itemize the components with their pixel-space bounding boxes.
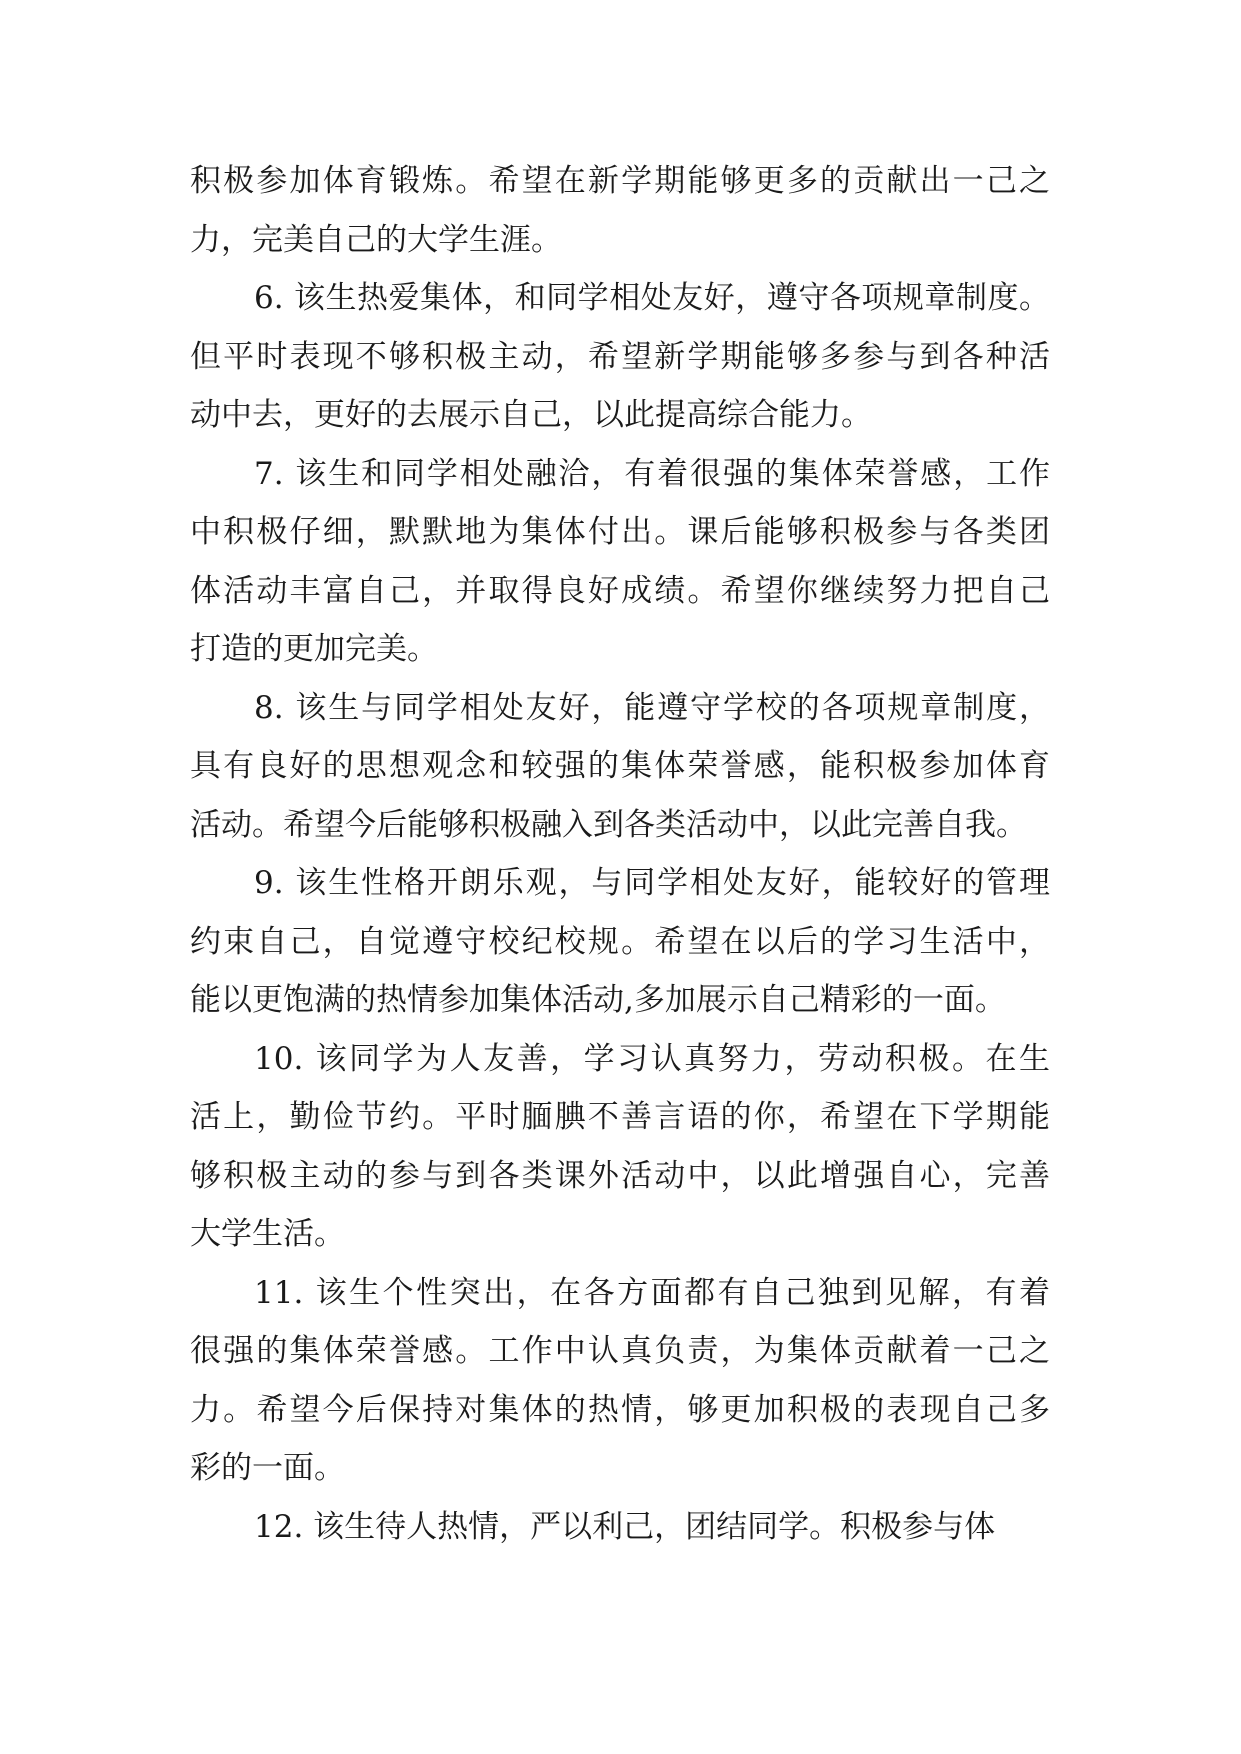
text-line: 够积极主动的参与到各类课外活动中，以此增强自心，完善 xyxy=(190,1157,1050,1194)
text-line: 体活动丰富自己，并取得良好成绩。希望你继续努力把自己 xyxy=(190,572,1050,609)
text-line: 打造的更加完美。 xyxy=(190,631,438,667)
text-line: 但平时表现不够积极主动，希望新学期能够多参与到各种活 xyxy=(190,338,1050,375)
paragraph-9 xyxy=(190,854,1050,1030)
text-line: 8. 该生与同学相处友好，能遵守学校的各项规章制度， xyxy=(254,689,1050,726)
text-line: 彩的一面。 xyxy=(190,1450,345,1486)
text-line: 11. 该生个性突出，在各方面都有自己独到见解，有着 xyxy=(254,1274,1050,1311)
text-line: 中积极仔细，默默地为集体付出。课后能够积极参与各类团 xyxy=(190,514,1050,550)
text-line: 12. 该生待人热情，严以利己，团结同学。积极参与体 xyxy=(254,1508,996,1545)
text-line: 积极参加体育锻炼。希望在新学期能够更多的贡献出一己之 xyxy=(190,163,1050,199)
paragraph-12 xyxy=(190,1498,1050,1557)
text-line: 9. 该生性格开朗乐观，与同学相处友好，能较好的管理 xyxy=(254,865,1050,901)
text-line: 具有良好的思想观念和较强的集体荣誉感，能积极参加体育 xyxy=(190,748,1050,784)
text-line: 约束自己，自觉遵守校纪校规。希望在以后的学习生活中， xyxy=(190,923,1050,960)
paragraph-5-continuation xyxy=(190,152,1050,269)
text-line: 动中去，更好的去展示自己，以此提高综合能力。 xyxy=(190,397,872,433)
text-line: 很强的集体荣誉感。工作中认真负责，为集体贡献着一己之 xyxy=(190,1333,1050,1369)
text-line: 活动。希望今后能够积极融入到各类活动中，以此完善自我。 xyxy=(190,806,1027,843)
text-line: 能以更饱满的热情参加集体活动,多加展示自己精彩的一面。 xyxy=(190,982,1006,1018)
paragraph-7 xyxy=(190,445,1050,679)
paragraph-6 xyxy=(190,269,1050,445)
text-line: 6. 该生热爱集体，和同学相处友好，遵守各项规章制度。 xyxy=(254,280,1050,316)
text-line: 活上，勤俭节约。平时腼腆不善言语的你，希望在下学期能 xyxy=(190,1099,1050,1135)
text-line: 10. 该同学为人友善，学习认真努力，劳动积极。在生 xyxy=(254,1040,1050,1077)
text-line: 力。希望今后保持对集体的热情，够更加积极的表现自己多 xyxy=(190,1391,1050,1428)
paragraph-8 xyxy=(190,679,1050,855)
text-line: 7. 该生和同学相处融洽，有着很强的集体荣誉感，工作 xyxy=(254,455,1050,492)
paragraph-10 xyxy=(190,1030,1050,1264)
text-line: 大学生活。 xyxy=(190,1216,345,1252)
text-line: 力，完美自己的大学生涯。 xyxy=(190,221,562,258)
paragraph-11 xyxy=(190,1264,1050,1498)
document-body xyxy=(190,152,1050,1556)
